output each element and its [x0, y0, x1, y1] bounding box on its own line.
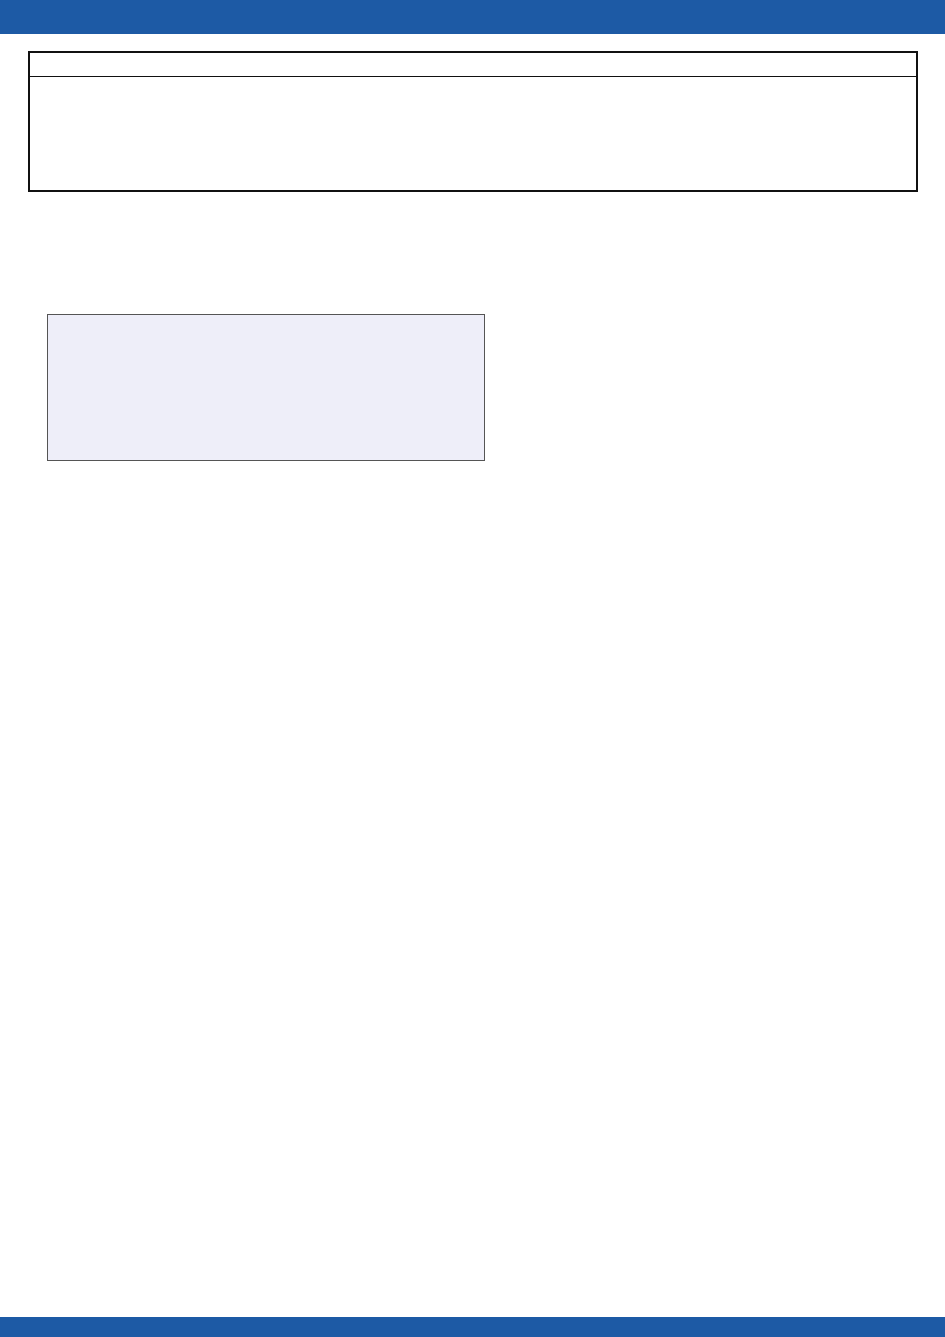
remarks-box [47, 314, 485, 461]
footer-bar [0, 1317, 945, 1337]
